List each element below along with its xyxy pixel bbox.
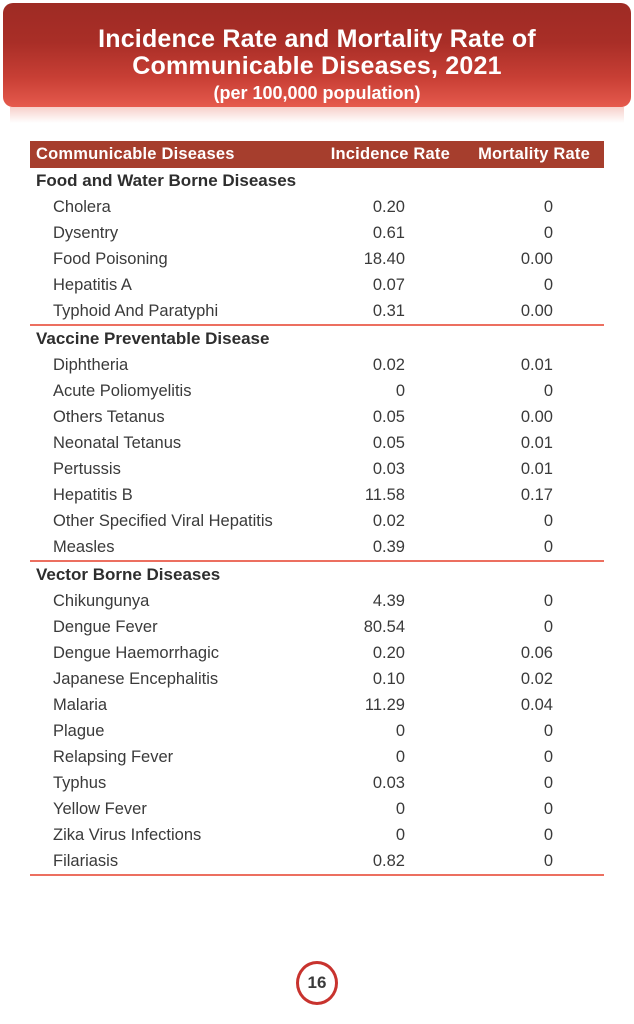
mortality-cell: 0 xyxy=(543,512,553,530)
mortality-cell: 0 xyxy=(543,538,553,556)
mortality-cell: 0.04 xyxy=(520,696,553,714)
mortality-cell: 0 xyxy=(543,382,553,400)
table-row xyxy=(30,640,604,666)
disease-cell: Measles xyxy=(53,538,115,556)
table-row xyxy=(30,378,604,404)
table-row xyxy=(30,430,604,456)
disease-cell: Neonatal Tetanus xyxy=(53,434,182,452)
table-row xyxy=(30,298,604,324)
incidence-cell: 80.54 xyxy=(363,618,405,636)
mortality-cell: 0.00 xyxy=(520,250,553,268)
mortality-cell: 0 xyxy=(543,592,553,610)
disease-cell: Typhoid And Paratyphi xyxy=(53,302,219,320)
disease-cell: Filariasis xyxy=(53,852,119,870)
mortality-cell: 0.01 xyxy=(520,434,553,452)
column-header-communicable-diseases: Communicable Diseases xyxy=(36,145,235,163)
mortality-cell: 0.02 xyxy=(520,670,553,688)
table-row xyxy=(30,822,604,848)
table-row xyxy=(30,718,604,744)
disease-cell: Dysentry xyxy=(53,224,119,242)
incidence-cell: 0.10 xyxy=(372,670,405,688)
table-row xyxy=(30,482,604,508)
disease-cell: Cholera xyxy=(53,198,111,216)
disease-cell: Malaria xyxy=(53,696,108,714)
incidence-cell: 0.02 xyxy=(372,512,405,530)
incidence-cell: 0.05 xyxy=(372,434,405,452)
disease-cell: Acute Poliomyelitis xyxy=(53,382,192,400)
section-header-row: Vaccine Preventable Disease xyxy=(36,329,270,348)
mortality-cell: 0 xyxy=(543,224,553,242)
disease-cell: Yellow Fever xyxy=(53,800,147,818)
incidence-cell: 0.82 xyxy=(372,852,405,870)
table-row xyxy=(30,796,604,822)
table-row xyxy=(30,456,604,482)
mortality-cell: 0.17 xyxy=(520,486,553,504)
incidence-cell: 0.20 xyxy=(372,644,405,662)
table-row xyxy=(30,534,604,560)
mortality-cell: 0 xyxy=(543,826,553,844)
table-row xyxy=(30,692,604,718)
section-header-row: Food and Water Borne Diseases xyxy=(36,171,297,190)
disease-cell: Pertussis xyxy=(53,460,121,478)
page-number-badge xyxy=(296,961,338,1005)
table-row xyxy=(30,508,604,534)
mortality-cell: 0 xyxy=(543,722,553,740)
table-section xyxy=(30,168,604,326)
incidence-cell: 0.20 xyxy=(372,198,405,216)
disease-cell: Others Tetanus xyxy=(53,408,165,426)
incidence-cell: 0.03 xyxy=(372,774,405,792)
table-row xyxy=(30,744,604,770)
mortality-cell: 0.01 xyxy=(520,460,553,478)
incidence-cell: 0 xyxy=(395,826,405,844)
incidence-cell: 0.03 xyxy=(372,460,405,478)
incidence-cell: 11.58 xyxy=(364,486,405,504)
disease-cell: Dengue Fever xyxy=(53,618,158,636)
table-row xyxy=(30,246,604,272)
table-row xyxy=(30,848,604,874)
disease-cell: Relapsing Fever xyxy=(53,748,174,766)
incidence-cell: 18.40 xyxy=(363,250,405,268)
page-subtitle: (per 100,000 population) xyxy=(213,83,421,103)
table-section xyxy=(30,326,604,562)
table-row xyxy=(30,666,604,692)
disease-cell: Food Poisoning xyxy=(53,250,168,268)
table-row xyxy=(30,770,604,796)
incidence-cell: 0.05 xyxy=(372,408,405,426)
disease-cell: Hepatitis A xyxy=(53,276,132,294)
mortality-cell: 0 xyxy=(543,618,553,636)
disease-cell: Japanese Encephalitis xyxy=(53,670,219,688)
mortality-cell: 0.01 xyxy=(520,356,553,374)
incidence-cell: 0 xyxy=(395,382,405,400)
incidence-cell: 0.07 xyxy=(372,276,405,294)
column-header-mortality-rate: Mortality Rate xyxy=(478,145,590,163)
mortality-cell: 0.06 xyxy=(520,644,553,662)
incidence-cell: 0 xyxy=(395,748,405,766)
section-header-row: Vector Borne Diseases xyxy=(36,565,221,584)
mortality-cell: 0 xyxy=(543,800,553,818)
mortality-cell: 0 xyxy=(543,276,553,294)
disease-cell: Chikungunya xyxy=(53,592,150,610)
table-row xyxy=(30,614,604,640)
incidence-cell: 11.29 xyxy=(364,696,405,714)
table-row xyxy=(30,272,604,298)
mortality-cell: 0.00 xyxy=(520,302,553,320)
table-row xyxy=(30,220,604,246)
table-body xyxy=(30,168,604,876)
table-row xyxy=(30,404,604,430)
table-section xyxy=(30,562,604,876)
column-header-incidence-rate: Incidence Rate xyxy=(330,145,450,163)
disease-cell: Hepatitis B xyxy=(53,486,133,504)
mortality-cell: 0 xyxy=(543,198,553,216)
incidence-cell: 0.02 xyxy=(372,356,405,374)
table-row xyxy=(30,352,604,378)
mortality-cell: 0 xyxy=(543,774,553,792)
page-number: 16 xyxy=(307,973,327,992)
disease-cell: Plague xyxy=(53,722,105,740)
page-title-line2: Communicable Diseases, 2021 xyxy=(132,52,502,80)
incidence-cell: 0 xyxy=(395,800,405,818)
page-title-line1: Incidence Rate and Mortality Rate of xyxy=(98,25,536,53)
disease-cell: Dengue Haemorrhagic xyxy=(53,644,220,662)
table-header-row xyxy=(30,141,604,168)
table-row xyxy=(30,588,604,614)
incidence-cell: 0.31 xyxy=(372,302,405,320)
incidence-cell: 0.61 xyxy=(372,224,405,242)
banner-bottom-fade xyxy=(10,107,624,123)
incidence-cell: 4.39 xyxy=(372,592,405,610)
incidence-cell: 0.39 xyxy=(372,538,405,556)
disease-rate-table xyxy=(30,141,604,876)
disease-cell: Other Specified Viral Hepatitis xyxy=(53,512,273,530)
mortality-cell: 0 xyxy=(543,852,553,870)
mortality-cell: 0 xyxy=(543,748,553,766)
table-row xyxy=(30,194,604,220)
mortality-cell: 0.00 xyxy=(520,408,553,426)
disease-cell: Diphtheria xyxy=(53,356,129,374)
disease-cell: Zika Virus Infections xyxy=(53,826,202,844)
disease-cell: Typhus xyxy=(53,774,107,792)
title-banner xyxy=(3,3,631,107)
incidence-cell: 0 xyxy=(395,722,405,740)
